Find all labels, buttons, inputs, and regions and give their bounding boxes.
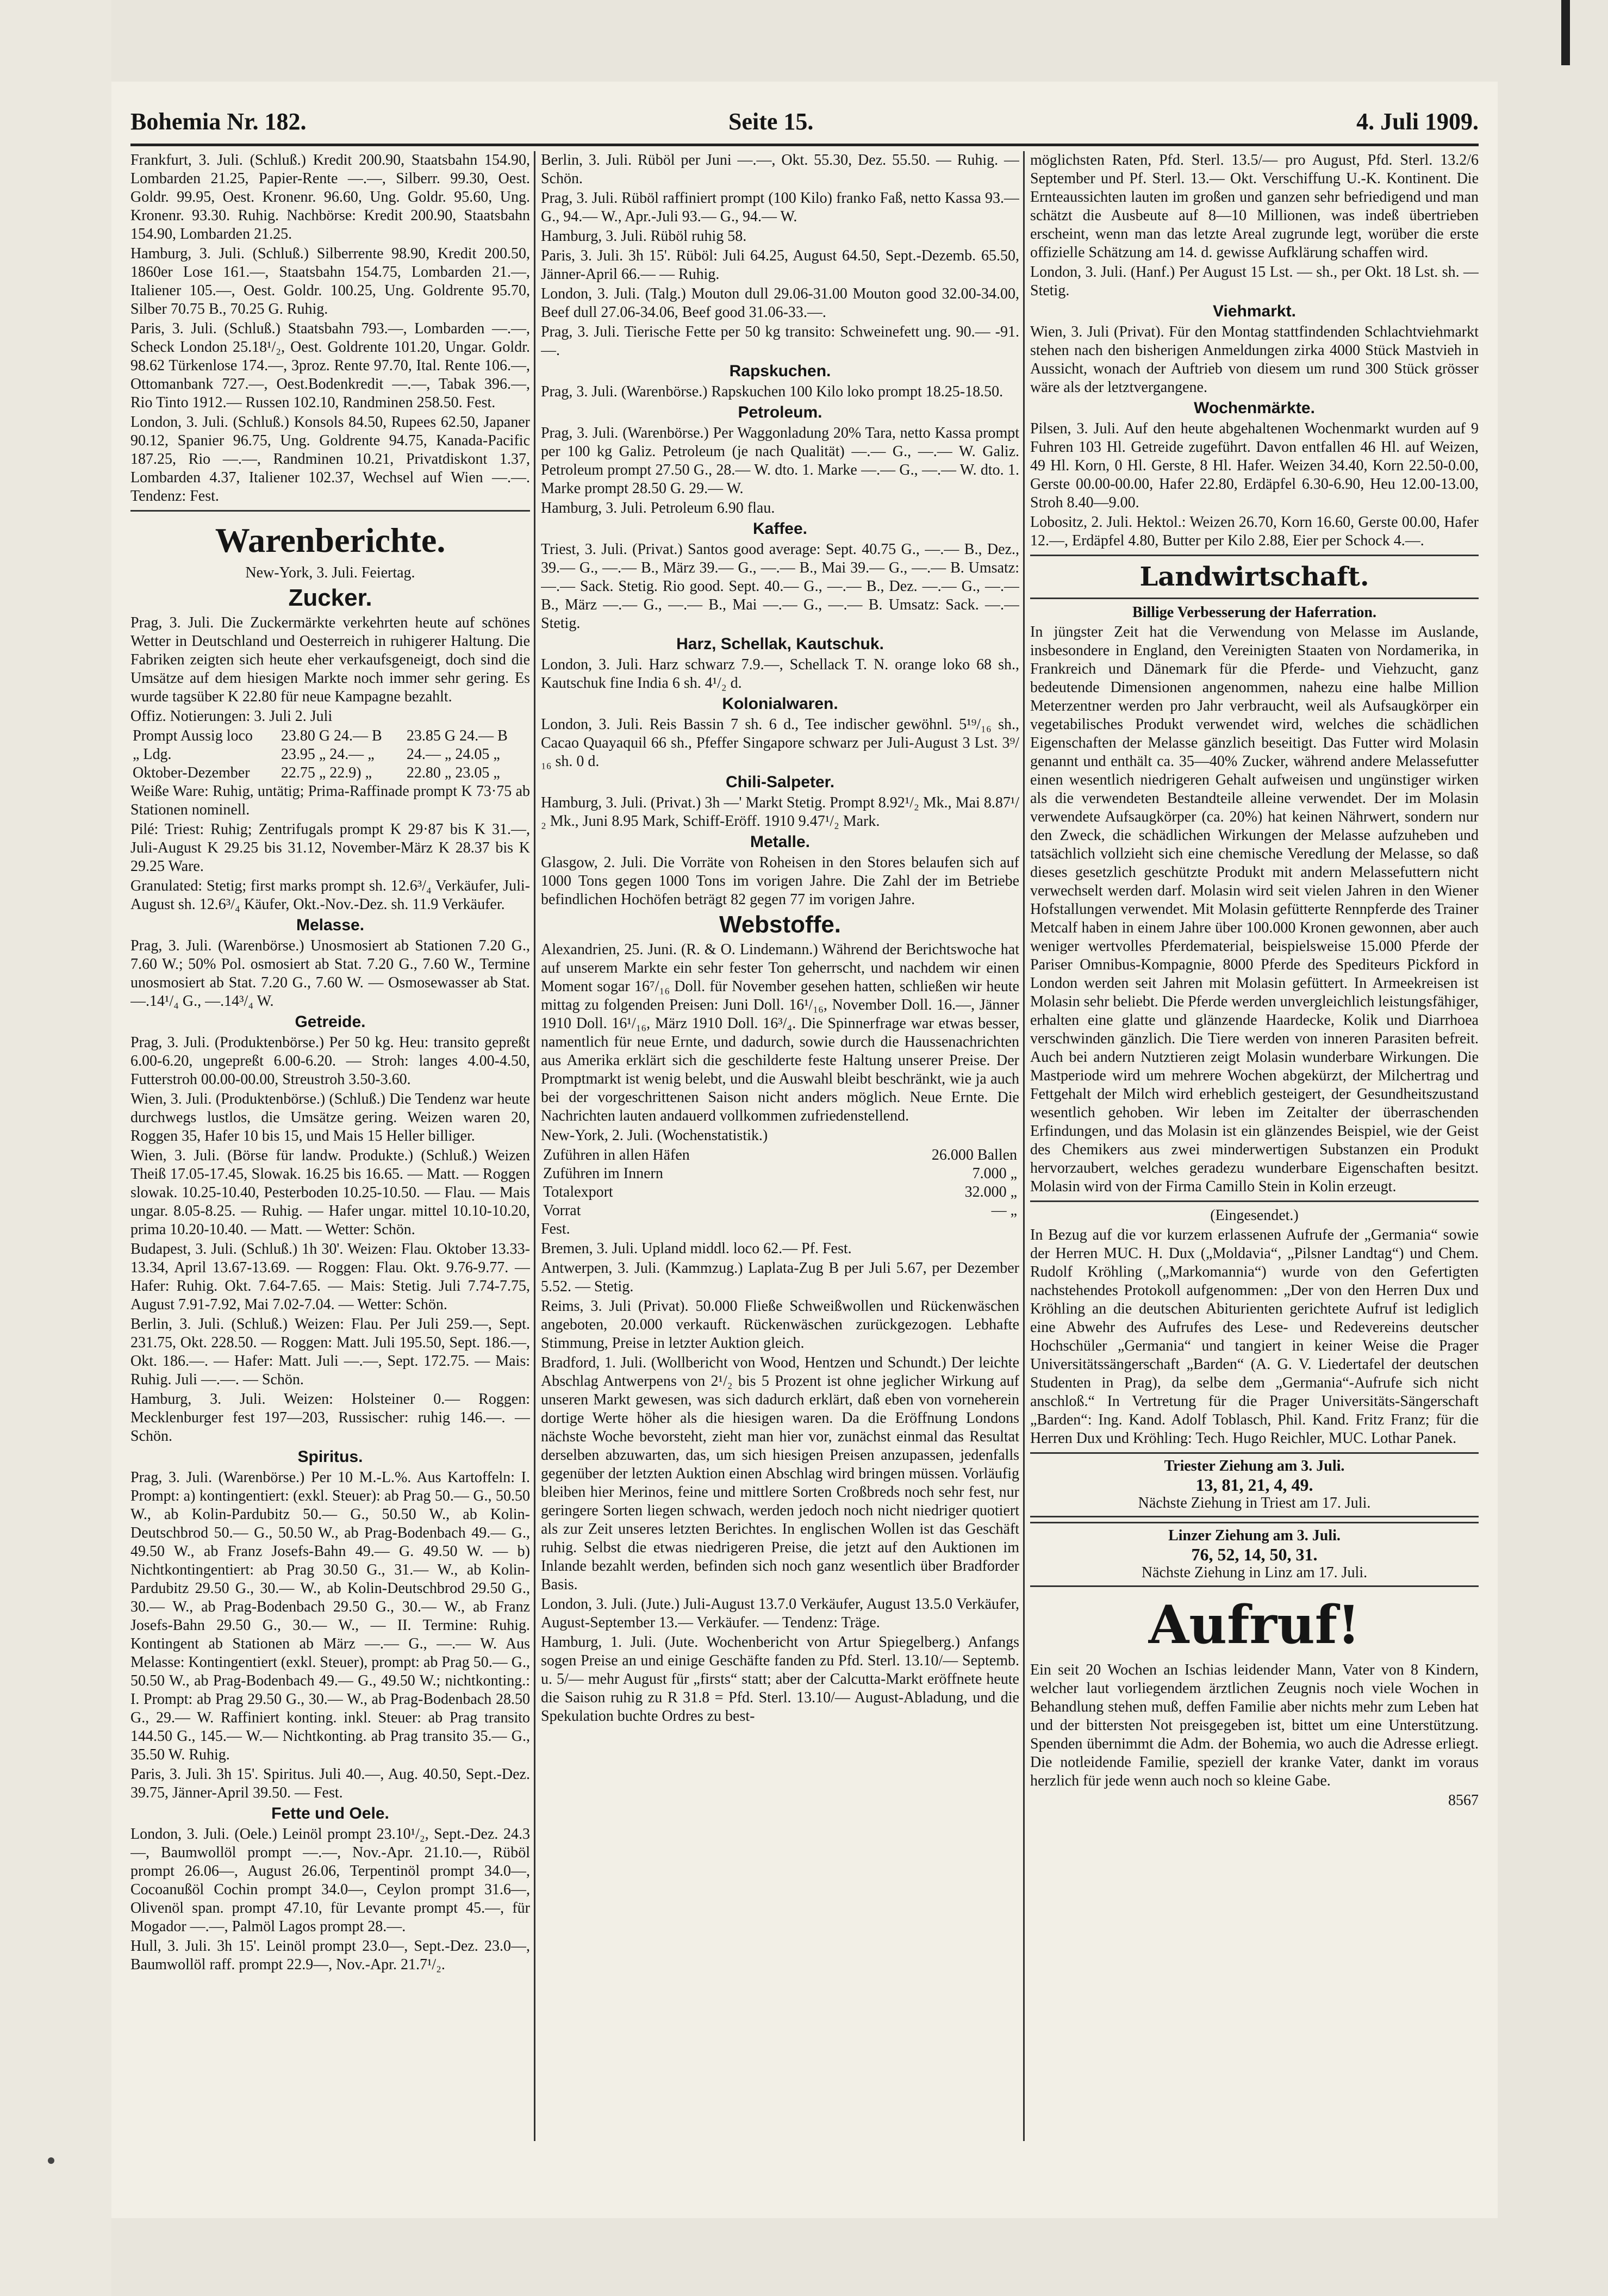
wochenmaerkte-title: Wochenmärkte. [1194,399,1315,417]
report-granulated: Granulated: Stetig; first marks prompt sh. 12.6³/₄ Verkäufer, Juli-August sh. 12.6³/₄ Käufer, Okt.-Nov.-Dez. sh. 11.9 Verkäufer. [130,878,530,913]
table-cell: 23.80 G 24.— B [281,727,382,744]
rapskuchen-title: Rapskuchen. [729,362,831,380]
report-kolonialwaren: London, 3. Juli. Reis Bassin 7 sh. 6 d., Tee indischer gewöhnl. 5¹⁹/₁₆ sh., Cacao Quayaquil 66 sh., Pfeffer Singapore schwarz per Juli-August 3 Lst. 3⁹/₁₆ sh. 0 d. [541,716,1019,770]
table-cell: Totalexport [543,1184,613,1200]
harz-title: Harz, Schellak, Kautschuk. [676,635,884,653]
report-paris: Paris, 3. Juli. (Schluß.) Staatsbahn 793.—, Lombarden —.—, Scheck London 25.18¹/₂, Oest. Goldrente 101.20, Ungar. Goldr. 98.62 Türkenlose 174.—, 3proz. Rente 97.70, Ital. Rente 106.—, Ottomanbank 727.—, Oest.Bodenkredit —.—, Tabak 396.—, Rio Tinto 1912.— Russen 102.10, Randminen 258.50. Fest. [130,320,530,411]
metalle-title: Metalle. [750,833,811,851]
table-cell: „ Ldg. [133,746,172,763]
report-alexandrien: Alexandrien, 25. Juni. (R. & O. Lindemann.) Während der Berichtswoche hat auf unserem Markte ein sehr fester Ton geherrscht, und nachdem wir einen Moment sogar 16⁷/₁₆ Doll. für November gesehen hatten, schließen wir heute mittag zu folgenden Preisen: Juni Doll. 16¹/₁₆, November Doll. 16.—, Jänner 1910 Doll. 16¹/₁₆, März 1910 Doll. 16³/₄. Die Spinnerfrage war etwas besser, namentlich für neue Ernte, und dadurch, sowie durch die Haussenachrichten aus Amerika erklärt sich die geschilderte feste Haltung unserer Preise. Der Promptmarkt ist wenig belebt, und die Auswahl bleibt beschränkt, wie ja auch bei der vorgeschrittenen Saison nicht anders möglich. Neue Ernte. Die Nachrichten lauten andauerd vollkommen zufriedenstellend. [541,941,1019,1124]
report-hamburg-rueboel: Hamburg, 3. Juli. Rüböl ruhig 58. [541,228,747,245]
header-issue: Bohemia Nr. 182. [130,108,307,135]
linz-next: Nächste Ziehung in Linz am 17. Juli. [1141,1564,1368,1581]
table-cell: Vorrat [543,1202,581,1219]
melasse-title: Melasse. [296,916,365,934]
table-cell: Zuführen in allen Häfen [543,1147,690,1163]
column-1 [130,151,530,2163]
report-harz: London, 3. Juli. Harz schwarz 7.9.—, Schellack T. N. orange loko 68 sh., Kautschuk fine India 6 sh. 4¹/₂ d. [541,656,1019,692]
chili-salpeter-title: Chili-Salpeter. [725,773,835,791]
table-row [541,1183,1019,1202]
section-rule [1030,555,1479,556]
report-newyork-wochen: New-York, 2. Juli. (Wochenstatistik.) [541,1127,768,1144]
section-rule [1030,598,1479,599]
kaffee-title: Kaffee. [752,520,808,538]
landwirtschaft-article: In jüngster Zeit hat die Verwendung von Melasse im Auslande, insbesondere in England, den Vereinigten Staaten von Nordamerika, in Frankreich und Dänemark für die Pferde- und Viehzucht, ganz bedeutende Dimensionen angenommen, nahezu eine halbe Million Meterzentner werden pro Jahr verbraucht, weil als Aufsaugkörper ein vegetabilisches Produkt verwendet wird, welches die schädlichen Eigenschaften der Melasse gänzlich beseitigt. Das Futter wird Molasin genannt und enthält ca. 35—40% Zucker, während andere Melassefutter einen wesentlich niedrigeren Gehalt aufweisen und ungünstiger wirken als die verwendeten Bestandteile alleine verwendet. Der im Molasin verwendete Aufsaugkörper (ca. 20%) hat keinen Nährwert, sondern nur den Zweck, die schädlichen Wirkungen der Melasse aufzuheben und tatsächlich vollzieht sich eine chemische Veredlung der Melasse, so daß dieses gesetzlich geschützte Produkt mit andern Melassefuttern nicht verwechselt werden darf. Molasin wird seit vielen Jahren in den Wiener Hofstallungen verwendet. Mit Molasin gefütterte Rennpferde des Trainer Metcalf haben in einem Jahre über 100.000 Kronen gewonnen, aber auch weniger wertvolles Pferdematerial, beispielsweise 15.000 Pferde der Pariser Omnibus-Kompagnie, 8000 Pferde des Spediteurs Pickford in London werden seit Jahren mit Molasin gefüttert. In Armeekreisen ist Molasin sehr beliebt. Die Pferde werden unvergleichlich leistungsfähiger, erhalten eine glatte und glänzende Haardecke, Kolik und Diarrhoea verschwinden gänzlich. Die Tiere werden von inneren Parasiten befreit. Auch bei andern Nutztieren zeigt Molasin wunderbare Wirkungen. Die Mastperiode wird um mehrere Wochen abgekürzt, der Milchertrag und Fettgehalt der Milch wird erheblich gesteigert, der Gesundheitszustand wesentlich gehoben. Wir leben im Zeitalter der überraschenden Erfindungen, und das Molasin ist ein glänzendes Beispiel, wie der Geist des Chemikers aus zwei minderwertigen Substanzen ein Produkt hervorzaubert, welches geradezu wunderbare Eigenschaften besitzt. Molasin wird von der Firma Camillo Stein in Kolin erzeugt. [1030,624,1479,1195]
report-fette-london: London, 3. Juli. (Oele.) Leinöl prompt 23.10¹/₂, Sept.-Dez. 24.3—, Baumwollöl prompt —.—, Nov.-Apr. 21.10.—, Rüböl prompt 26.06—, August 26.06, Terpentinöl prompt 34.0—, Cocoanußöl Cochin prompt 34.0—, Ceylon prompt 31.6—, Olivenöl span. prompt 47.10, für Levante prompt 45.—, für Mogador —.—, Palmöl Lagos prompt 28.—. [130,1826,530,1935]
section-rule [1030,1200,1479,1202]
report-antwerpen: Antwerpen, 3. Juli. (Kammzug.) Laplata-Zug B per Juli 5.67, per Dezember 5.52. — Stetig. [541,1260,1019,1295]
page-binding-edge [0,0,111,2296]
page-header [130,108,1479,141]
scan-dot [48,2157,54,2164]
kolonialwaren-title: Kolonialwaren. [722,695,838,713]
landwirtschaft-headline: Billige Verbesserung der Haferration. [1132,604,1376,621]
report-getreide-hamburg: Hamburg, 3. Juli. Weizen: Holsteiner 0.— Roggen: Mecklenburger fest 197—203, Russischer: ruhig 146.—. — Schön. [130,1391,530,1445]
triest-numbers: 13, 81, 21, 4, 49. [1195,1475,1313,1495]
table-cell: Zuführen im Innern [543,1165,663,1182]
table-cell: 32.000 „ [964,1184,1017,1200]
column-3 [1030,151,1479,2163]
column-divider-2 [1023,151,1025,2141]
landwirtschaft-title: Landwirtschaft. [1139,562,1369,592]
table-row [541,1202,1019,1220]
report-fest: Fest. [541,1221,570,1237]
table-row [130,727,530,745]
report-chili: Hamburg, 3. Juli. (Privat.) 3h —' Markt Stetig. Prompt 8.92¹/₂ Mk., Mai 8.87¹/₂ Mk., Juni 8.95 Mark, Schiff-Eröff. 1910 9.47¹/₂ Mark. [541,794,1019,830]
report-london-talg: London, 3. Juli. (Talg.) Mouton dull 29.06-31.00 Mouton good 32.00-34.00, Beef dull 27.06-34.06, Beef good 31.06-33.—. [541,285,1019,321]
table-row [130,764,530,782]
linz-title: Linzer Ziehung am 3. Juli. [1168,1527,1341,1544]
report-getreide-wien-boerse: Wien, 3. Juli. (Börse für landw. Produkte.) (Schluß.) Weizen Theiß 17.05-17.45, Slowak. 16.25 bis 16.65. — Matt. — Roggen slowak. 10.25-10.40, Pesterboden 10.25-10.50. — Flau. — Mais ungar. 8.05-8.25. — Ruhig. — Hafer ungar. mittel 10.10-10.20, prima 10.20-10.40. — Matt. — Wetter: Schön. [130,1147,530,1238]
webstoffe-title: Webstoffe. [719,911,842,938]
fette-title: Fette und Oele. [271,1805,389,1822]
report-petroleum: Prag, 3. Juli. (Warenbörse.) Per Waggonladung 20% Tara, netto Kassa prompt per 100 kg Galiz. Petroleum (je nach Qualität) —.— G., —.— W. Galiz. Petroleum prompt 27.50 G., 28.— W. dto. 1. Marke —.— G., —.— W. dto. 1. Marke prompt 28.50 G. 29.— W. [541,425,1019,497]
report-hamburg: Hamburg, 3. Juli. (Schluß.) Silberrente 98.90, Kredit 200.50, 1860er Lose 161.—, Staatsbahn 154.75, Lombarden 21.—, Italiener 105.—, Oest. Goldr. 100.25, Ung. Goldrente 95.70, Silber 70.75 B., 70.25 G. Ruhig. [130,245,530,318]
report-prag-rueboel: Prag, 3. Juli. Rüböl raffiniert prompt (100 Kilo) franko Faß, netto Kassa 93.— G., 94.— W., Apr.-Juli 93.— G., 94.— W. [541,190,1019,225]
report-spiritus-prag: Prag, 3. Juli. (Warenbörse.) Per 10 M.-L.%. Aus Kartoffeln: I. Prompt: a) kontingentiert: (exkl. Steuer): ab Prag 50.— G., 50.50 W., ab Kolin-Pardubitz 50.— G., 50.50 W., ab Kolin-Deutschbrod 50.— G., 50.50 W., ab Prag-Bodenbach 49.— G., 49.50 W., ab Franz Josefs-Bahn 49.— G. 49.50 W. — b) Nichtkontingentiert: ab Prag 30.50 G., 31.— W., ab Kolin-Pardubitz 29.50 G., 30.— W., ab Kolin-Deutschbrod 29.50 G., 30.— W., ab Prag-Bodenbach 29.50 G., 30.— W., ab Franz Josefs-Bahn 29.50 G., 30.— W., — II. Termine: Ruhig. Kontingent ab Stationen ab März —.— G., —.— W. Aus Melasse: Kontingentiert (exkl. Steuer), prompt: ab Prag 50.— G., 50.50 W., ab Prag-Bodenbach 49.— G., 49.50 W.; nichtkonting.: I. Prompt: ab Prag 29.50 G., 30.— W., ab Prag-Bodenbach 28.50 G., 29.— W. Raffiniert konting. inkl. Steuer: ab Prag transito 144.50 G., 145.— W.— Nichtkonting. ab Prag transito 35.— G., 35.50 W. Ruhig. [130,1469,530,1763]
eingesendet-article: In Bezug auf die vor kurzem erlassenen Aufrufe der „Germania“ sowie der Herren MUC. H. Dux („Moldavia“, „Pilsner Landtag“) und Chem. Rudolf Kröhling („Markomannia“) wurde von den Gefertigten nachstehendes Protokoll aufgenommen: „Der von den Herren Dux und Kröhling an die deutschen Abiturienten gerichtete Aufruf ist lediglich eine Abwehr des Aufrufes des Lese- und Redevereins deutscher Hochschüler „Germania“ und tangiert in keiner Weise die Prager Universitätssängerschaft „Barden“ (A. G. V. Liedertafel der deutschen Studenten in Prag), da selbe dem „Germania“-Aufrufe sich nicht anschloß.“ In Vertretung für die Prager Universitäts-Sängerschaft „Barden“: Ing. Kand. Adolf Toblasch, Phil. Kand. Fritz Franz; für die Herren Dux und Kröhling: Tech. Hugo Reichler, MUC. Lothar Panek. [1030,1227,1479,1447]
report-rapskuchen: Prag, 3. Juli. (Warenbörse.) Rapskuchen 100 Kilo loko prompt 18.25-18.50. [541,383,1004,400]
aufruf-title: Aufruf! [1148,1594,1361,1656]
table-row [541,1165,1019,1183]
report-bradford: Bradford, 1. Juli. (Wollbericht von Wood, Hentzen und Schundt.) Der leichte Abschlag Antwerpens von 2¹/₂ bis 5 Prozent ist ohne jeglicher Wirkung auf unseren Markt gewesen, was sich dadurch erklärt, daß eben von vorneherein dortige Werte höher als die hiesigen waren. Da die Eröffnung Londons nächste Woche bevorsteht, zieht man hier vor, zunächst einmal das Resultat derselben abzuwarten, das, um sich hiesigen Preisen anzupassen, jedenfalls gegenüber der letzten Auktion einen Abschlag wird bringen müssen. Vorläufig bleiben hier Merinos, feine und mittlere Sorten Croßbreds noch sehr fest, nur geringere Sorten liegen schwach, werden jedoch noch nicht niedriger quotiert als zur Zeit unseres letzten Berichtes. In englischen Wollen ist das Geschäft ruhig. Selbst die etwas niedrigeren Preise, die jetzt auf den Auktionen im Inlande bezahlt werden, befinden sich noch ganz wesentlich über Bradforder Basis. [541,1354,1019,1593]
report-reims: Reims, 3. Juli (Privat). 50.000 Fließe Schweißwollen und Rückenwäschen angeboten, 20.000 verkauft. Rückenwäschen zurückgezogen. Lebhafte Stimmung, Preise in letzter Auktion gleich. [541,1298,1019,1352]
triest-lottery-box [1030,1452,1479,1517]
report-weisse-ware: Weiße Ware: Ruhig, untätig; Prima-Raffinade prompt K 73·75 ab Stationen nominell. [130,783,530,818]
scan-mark [1561,0,1570,65]
zucker-table [130,727,530,782]
linz-numbers: 76, 52, 14, 50, 31. [1191,1545,1318,1564]
section-rule [130,510,530,512]
table-cell: 23.95 „ 24.— „ [281,746,375,763]
report-lobositz: Lobositz, 2. Juli. Hektol.: Weizen 26.70, Korn 16.60, Gerste 00.00, Hafer 12.—, Erdäpfel 4.80, Butter per Kilo 2.88, Eier per Schock 4.—. [1030,514,1479,549]
linz-lottery-box [1030,1522,1479,1587]
report-paris-rueboel: Paris, 3. Juli. 3h 15'. Rüböl: Juli 64.25, August 64.50, Sept.-Dezemb. 65.50, Jänner-April 66.— — Ruhig. [541,247,1019,283]
report-hamburg-petroleum: Hamburg, 3. Juli. Petroleum 6.90 flau. [541,500,775,517]
table-cell: 26.000 Ballen [931,1147,1017,1163]
report-frankfurt: Frankfurt, 3. Juli. (Schluß.) Kredit 200.90, Staatsbahn 154.90, Lombarden 21.25, Papier-Rente —.—, Silberr. 99.30, Oest. Goldr. 99.95, Oest. Kronenr. 96.60, Ung. Goldr. 95.60, Ung. Kronenr. 93.30. Ruhig. Nachbörse: Kredit 200.90, Staatsbahn 154.90, Lombarden 21.25. [130,152,530,242]
report-bremen: Bremen, 3. Juli. Upland middl. loco 62.— Pf. Fest. [541,1240,852,1257]
table-cell: Oktober-Dezember [133,764,250,781]
report-getreide-wien: Wien, 3. Juli. (Produktenbörse.) (Schluß.) Die Tendenz war heute durchwegs lustlos, die Umsätze gering. Weizen waren 20, Roggen 35, Hafer 10 bis 15, und Mais 15 Heller billiger. [130,1091,530,1144]
report-jute-continued: möglichsten Raten, Pfd. Sterl. 13.5/— pro August, Pfd. Sterl. 13.2/6 September und Pf. Sterl. 13.— Okt. Verschiffung U.-K. Kontinent. Die Ernteaussichten lauten im großen und ganzen sehr befriedigend und man schätzt die Ausbeute auf 8—10 Millionen, was indeß übertrieben erscheint, wenn man das letzte Areal zugrunde legt, worüber die erste offizielle Schätzung am 14. d. gewisse Aufklärung schaffen wird. [1030,152,1479,261]
petroleum-title: Petroleum. [738,403,822,421]
header-page-number: Seite 15. [728,108,814,135]
table-row [130,745,530,764]
report-getreide-budapest: Budapest, 3. Juli. (Schluß.) 1h 30'. Weizen: Flau. Oktober 13.33-13.34, April 13.67-13.69. — Roggen: Flau. Okt. 9.76-9.77. — Hafer: Ruhig. Okt. 7.64-7.65. — Mais: Stetig. Juli 7.74-7.75, August 7.91-7.92, Mai 7.02-7.04. — Wetter: Schön. [130,1241,530,1313]
header-rule [130,144,1479,146]
report-pile: Pilé: Triest: Ruhig; Zentrifugals prompt K 29·87 bis K 31.—, Juli-August K 29.25 bis 31.12, November-März K 28.37 bis K 29.25 Ware. [130,821,530,875]
report-berlin-rueboel: Berlin, 3. Juli. Rüböl per Juni —.—, Okt. 55.30, Dez. 55.50. — Ruhig. — Schön. [541,152,1019,187]
report-melasse: Prag, 3. Juli. (Warenbörse.) Unosmosiert ab Stationen 7.20 G., 7.60 W.; 50% Pol. osmosiert ab Stat. 7.20 G., 7.60 W., Termine unosmosiert ab Stat. 7.20 G., 7.60 W. — Osmosewasser ab Stat. —.14¹/₄ G., —.14³/₄ W. [130,937,530,1010]
report-hamburg-jute: Hamburg, 1. Juli. (Jute. Wochenbericht von Artur Spiegelberg.) Anfangs sogen Preise an und einige Geschäfte fanden zu Pfd. Sterl. 13.10/— Septemb. u. 5/— mehr August für „firsts“ statt; aber der Calcutta-Markt eröffnete heute die Saison ruhig zu R 31.8 = Pfd. Sterl. 13.10/— August-Abladung, und die Spekulation buchte Ordres zu best- [541,1634,1019,1725]
table-cell: 22.75 „ 22.9) „ [281,764,372,781]
report-metalle: Glasgow, 2. Juli. Die Vorräte von Roheisen in den Stores belaufen sich auf 1000 Tons gegen 1000 Tons im vorigen Jahre. Die Zahl der im Betriebe befindlichen Hochöfen beträgt 82 gegen 77 im vorigen Jahre. [541,854,1019,908]
table-row [541,1146,1019,1165]
wochenstatistik-table [541,1146,1019,1220]
table-cell: — „ [991,1202,1017,1219]
report-prag-fette: Prag, 3. Juli. Tierische Fette per 50 kg transito: Schweinefett ung. 90.— -91.—. [541,323,1019,359]
triest-title: Triester Ziehung am 3. Juli. [1164,1458,1345,1474]
report-prag-zucker: Prag, 3. Juli. Die Zuckermärkte verkehrten heute auf schönes Wetter in Deutschland und Oesterreich in ruhigerer Haltung. Die Fabriken zeigten sich heute eher verkaufsgeneigt, doch sind die Umsätze auf dem hiesigen Markte noch immer sehr gering. Es wurde tagsüber K 22.80 für neue Kampagne bezahlt. [130,614,530,705]
eingesendet-label: (Eingesendet.) [1210,1207,1299,1224]
viehmarkt-title: Viehmarkt. [1213,302,1296,320]
report-getreide-berlin: Berlin, 3. Juli. (Schluß.) Weizen: Flau. Per Juli 259.—, Sept. 231.75, Okt. 228.50. — Roggen: Matt. Juli 195.50, Sept. 186.—, Okt. 186.—. — Hafer: Matt. Juli —.—, Sept. 172.75. — Mais: Ruhig. Juli —.—. — Schön. [130,1316,530,1388]
column-2 [541,151,1019,2163]
aufruf-text: Ein seit 20 Wochen an Ischias leidender Mann, Vater von 8 Kindern, welcher laut vorliegendem ärztlichen Zeugnis noch viele Wochen in Behandlung stehen muß, deffen Familie aber nichts mehr zum Leben hat und der bittersten Not preisgegeben ist, bittet um eine Unterstützung. Spenden übernimmt die Adm. der Bohemia, wo auch die Adresse erliegt. Die notleidende Familie, speziell der kranke Vater, dankt im voraus herzlich für jede wenn auch noch so kleine Gabe. [1030,1662,1479,1789]
report-fette-hull: Hull, 3. Juli. 3h 15'. Leinöl prompt 23.0—, Sept.-Dez. 23.0—, Baumwollöl raff. prompt 22.9—, Nov.-Apr. 21.7¹/₂. [130,1938,530,1973]
getreide-title: Getreide. [295,1013,366,1031]
aufruf-number: 8567 [1448,1792,1479,1809]
header-date: 4. Juli 1909. [1356,108,1479,135]
report-london-jute: London, 3. Juli. (Jute.) Juli-August 13.7.0 Verkäufer, August 13.5.0 Verkäufer, August-September 13.— Verkäufer. — Tendenz: Träge. [541,1596,1019,1631]
table-cell: 22.80 „ 23.05 „ [406,764,500,781]
report-viehmarkt: Wien, 3. Juli (Privat). Für den Montag stattfindenden Schlachtviehmarkt stehen nach den bisherigen Anmeldungen zirka 4000 Stück Mastvieh in Aussicht, wonach der Auftrieb von diesem um rund 300 Stück grösser wäre als der letztvergangene. [1030,323,1479,396]
table-cell: 24.— „ 24.05 „ [406,746,500,763]
notierungen-head: Offiz. Notierungen: 3. Juli 2. Juli [130,708,333,725]
table-cell: 7.000 „ [972,1165,1017,1182]
report-newyork: New-York, 3. Juli. Feiertag. [245,564,415,581]
table-cell: 23.85 G 24.— B [406,727,508,744]
table-cell: Prompt Aussig loco [133,727,253,744]
warenberichte-title: Warenberichte. [215,521,446,559]
report-spiritus-paris: Paris, 3. Juli. 3h 15'. Spiritus. Juli 40.—, Aug. 40.50, Sept.-Dez. 39.75, Jänner-April 39.50. — Fest. [130,1766,530,1801]
column-divider-1 [534,151,535,2141]
triest-next: Nächste Ziehung in Triest am 17. Juli. [1138,1495,1371,1511]
report-pilsen: Pilsen, 3. Juli. Auf den heute abgehaltenen Wochenmarkt wurden auf 9 Fuhren 103 Hl. Getreide zugeführt. Davon entfallen 46 Hl. auf Weizen, 49 Hl. Korn, 0 Hl. Gerste, 8 Hl. Hafer. Weizen 34.40, Korn 22.50-0.00, Gerste 00.00-00.00, Hafer 22.80, Erdäpfel 6.30-6.90, Heu 12.00-13.00, Stroh 8.40—9.00. [1030,420,1479,511]
spiritus-title: Spiritus. [297,1448,363,1466]
zucker-title: Zucker. [288,584,372,611]
report-kaffee: Triest, 3. Juli. (Privat.) Santos good average: Sept. 40.75 G., —.— B., Dez., 39.— G., —.— B., März 39.— G., —.— B., Mai 39.— G., —.— B. Umsatz: —.— Sack. Stetig. Rio good. Sept. 40.— G., —.— B., Dez. —.— G., —.— B., März —.— G., —.— B., Mai —.— G., —.— B. Umsatz: Sack. —.— Stetig. [541,541,1019,632]
report-getreide-prag: Prag, 3. Juli. (Produktenbörse.) Per 50 kg. Heu: transito gepreßt 6.00-6.20, ungepreßt 6.00-6.20. — Stroh: langes 4.00-4.50, Futterstroh 00.00-00.00, Streustroh 3.50-3.60. [130,1034,530,1088]
report-london: London, 3. Juli. (Schluß.) Konsols 84.50, Rupees 62.50, Japaner 90.12, Spanier 96.75, Ung. Goldrente 94.75, Kanada-Pacific 187.25, Rio —.—, Randminen 10.21, Privatdiskont 1.37, Lombarden 4.37, Italiener 102.37, Wechsel auf Wien —.—. Tendenz: Fest. [130,414,530,505]
report-london-hanf: London, 3. Juli. (Hanf.) Per August 15 Lst. — sh., per Okt. 18 Lst. sh. — Stetig. [1030,264,1479,299]
